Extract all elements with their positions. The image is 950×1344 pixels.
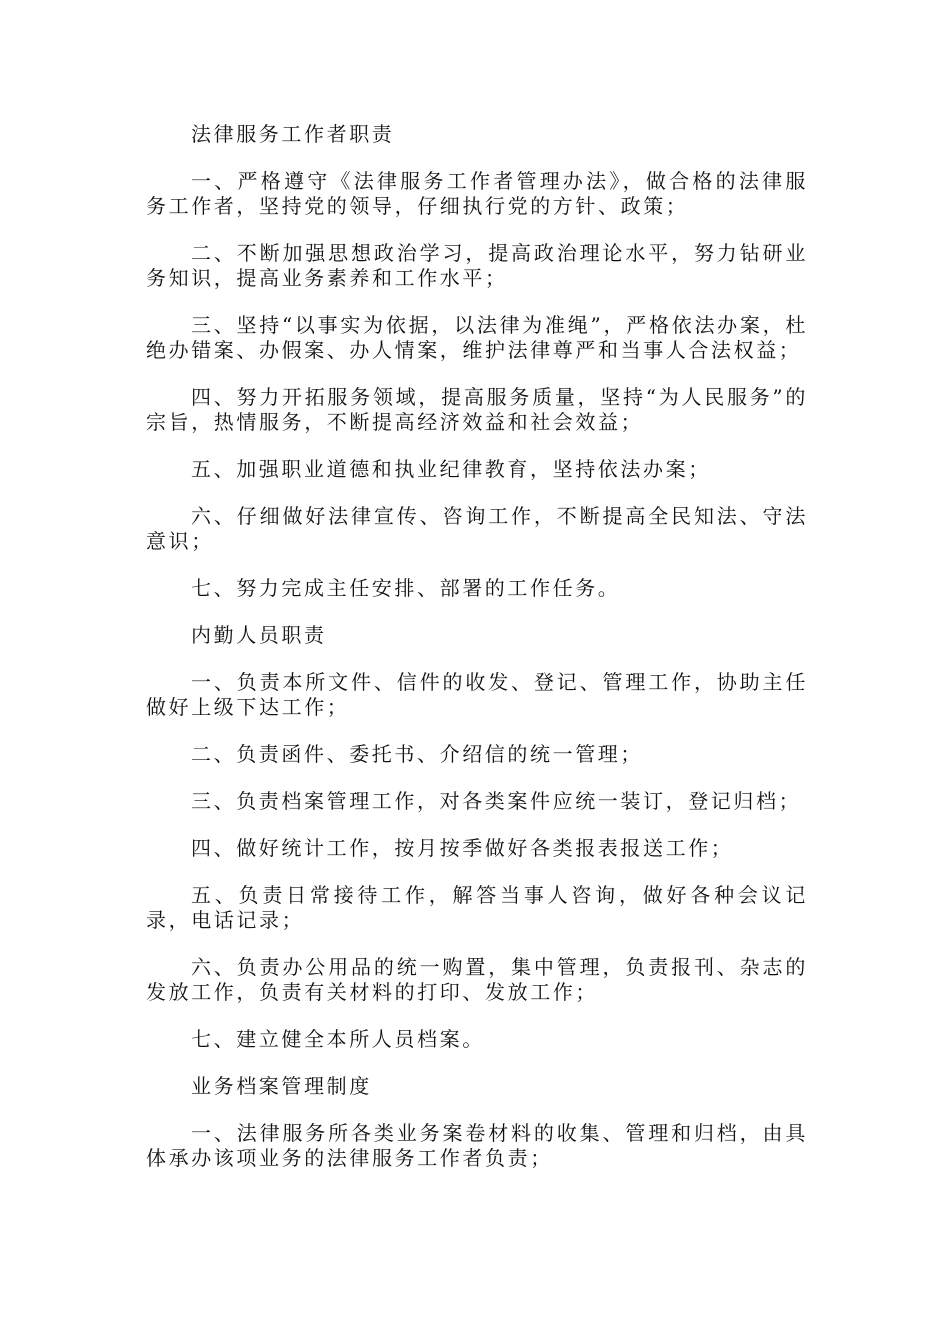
lawyer-duty-item: 三、坚持“以事实为依据，以法律为准绳”，严格依法办案，杜绝办错案、办假案、办人情案，维护法律尊严和当事人合法权益； xyxy=(146,313,808,362)
lawyer-duty-item: 二、不断加强思想政治学习，提高政治理论水平，努力钻研业务知识，提高业务素养和工作水平； xyxy=(146,241,808,290)
clerk-duty-item: 七、建立健全本所人员档案。 xyxy=(191,1027,485,1051)
lawyer-duty-item: 四、努力开拓服务领域，提高服务质量，坚持“为人民服务”的宗旨，热情服务，不断提高经济效益和社会效益； xyxy=(146,385,808,434)
lawyer-duty-item: 六、仔细做好法律宣传、咨询工作，不断提高全民知法、守法意识； xyxy=(146,504,808,553)
clerk-duty-item: 四、做好统计工作，按月按季做好各类报表报送工作； xyxy=(191,836,734,860)
section-heading-lawyer-duties: 法律服务工作者职责 xyxy=(191,122,395,146)
lawyer-duty-item: 七、努力完成主任安排、部署的工作任务。 xyxy=(191,576,621,600)
section-heading-archive-rules: 业务档案管理制度 xyxy=(191,1074,372,1098)
lawyer-duty-item: 五、加强职业道德和执业纪律教育，坚持依法办案； xyxy=(191,457,711,481)
archive-rule-item: 一、法律服务所各类业务案卷材料的收集、管理和归档，由具体承办该项业务的法律服务工作者负责； xyxy=(146,1121,808,1170)
section-heading-clerk-duties: 内勤人员职责 xyxy=(191,623,327,647)
clerk-duty-item: 三、负责档案管理工作，对各类案件应统一装订，登记归档； xyxy=(191,789,802,813)
clerk-duty-item: 五、负责日常接待工作，解答当事人咨询，做好各种会议记录，电话记录； xyxy=(146,883,808,932)
clerk-duty-item: 二、负责函件、委托书、介绍信的统一管理； xyxy=(191,742,643,766)
document-body xyxy=(146,122,808,1193)
clerk-duty-item: 一、负责本所文件、信件的收发、登记、管理工作，协助主任做好上级下达工作； xyxy=(146,670,808,719)
lawyer-duty-item: 一、严格遵守《法律服务工作者管理办法》，做合格的法律服务工作者，坚持党的领导，仔细执行党的方针、政策； xyxy=(146,169,808,218)
clerk-duty-item: 六、负责办公用品的统一购置，集中管理，负责报刊、杂志的发放工作，负责有关材料的打印、发放工作； xyxy=(146,955,808,1004)
